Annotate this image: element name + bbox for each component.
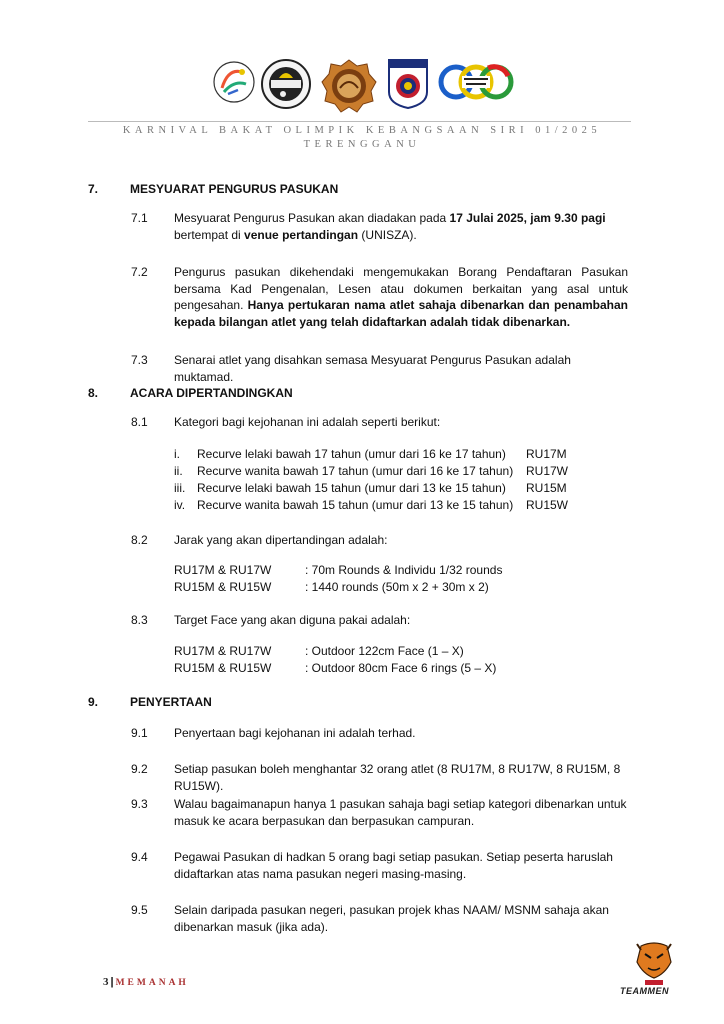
malaysia-archery-logo [387,58,429,110]
category-code: RU15W [526,498,569,512]
item-text: Selain daripada pasukan negeri, pasukan projek khas NAAM/ MSNM sahaja akan dibenarkan masuk (jika ada). [174,903,609,934]
item-number: 7.1 [131,211,148,225]
terengganu-sports-logo [212,58,256,106]
item-number: 9.4 [131,850,148,864]
item-number: 9.2 [131,762,148,776]
category-code: RU17M [526,447,567,461]
distance-category: RU15M & RU15W [174,580,272,594]
category-roman: iv. [174,498,186,512]
page-footer [103,975,189,990]
section-title: MESYUARAT PENGURUS PASUKAN [130,182,339,196]
item-number: 9.3 [131,797,148,811]
item-number: 9.1 [131,726,148,740]
section-title: PENYERTAAN [130,695,212,709]
item-text: Mesyuarat Pengurus Pasukan akan diadakan pada 17 Julai 2025, jam 9.30 pagi bertempat di venue pertandingan (UNISZA). [174,211,606,242]
item-number: 9.5 [131,903,148,917]
target-face-category: RU17M & RU17W [174,644,272,658]
item-number: 8.2 [131,533,148,547]
item-number: 7.3 [131,353,148,367]
item-text: Jarak yang akan dipertandingan adalah: [174,533,388,547]
distance-category: RU17M & RU17W [174,563,272,577]
section-number: 8. [88,386,99,400]
page-number: 3 [103,976,109,988]
footer-department: MEMANAH [115,978,189,988]
majlis-sukan-negara-logo [320,58,378,114]
event-title [0,124,724,152]
distance-value: : 1440 rounds (50m x 2 + 30m x 2) [305,580,489,594]
item-text: Kategori bagi kejohanan ini adalah seperti berikut: [174,415,441,429]
item-text: Target Face yang akan diguna pakai adalah: [174,613,411,627]
section-number: 9. [88,695,99,709]
category-roman: ii. [174,464,183,478]
event-title-line2: TERENGGANU [303,139,421,150]
category-text: Recurve wanita bawah 17 tahun (umur dari 16 ke 17 tahun) [197,464,514,478]
target-face-value: : Outdoor 122cm Face (1 – X) [305,644,464,658]
section-number: 7. [88,182,99,196]
section-title: ACARA DIPERTANDINGKAN [130,386,293,400]
category-text: Recurve lelaki bawah 15 tahun (umur dari 13 ke 15 tahun) [197,481,506,495]
category-roman: iii. [174,481,186,495]
terengganu-crest-logo [259,58,313,110]
category-code: RU15M [526,481,567,495]
item-text: Senarai atlet yang disahkan semasa Mesyuarat Pengurus Pasukan adalah muktamad. [174,353,571,384]
item-text: Pengurus pasukan dikehendaki mengemukakan Borang Pendaftaran Pasukan bersama Kad Pengenalan, Lesen atau dokumen berkaitan yang asal untuk pengesahan. Hanya pertukaran nama atlet sahaja dibenarkan dan penambahan kepada bilangan atlet yang telah didaftarkan adalah tidak dibenarkan. [174,265,628,329]
category-text: Recurve wanita bawah 15 tahun (umur dari 13 ke 15 tahun) [197,498,514,512]
item-text: Pegawai Pasukan di hadkan 5 orang bagi setiap pasukan. Setiap peserta haruslah didaftarkan atas nama pasukan negeri masing-masing. [174,850,613,881]
distance-value: : 70m Rounds & Individu 1/32 rounds [305,563,503,577]
item-number: 8.3 [131,613,148,627]
event-title-line1: KARNIVAL BAKAT OLIMPIK KEBANGSAAN SIRI 01/2025 [122,125,602,136]
target-face-category: RU15M & RU15W [174,661,272,675]
category-code: RU17W [526,464,569,478]
target-face-value: : Outdoor 80cm Face 6 rings (5 – X) [305,661,497,675]
team-logo-label: TEAMMEN [620,986,669,996]
category-roman: i. [174,447,180,461]
program-pembangunan-sukan-olimpik-logo [438,58,514,106]
item-text: Walau bagaimanapun hanya 1 pasukan sahaja bagi setiap kategori dibenarkan untuk masuk ke acara berpasukan dan berpasukan campuran. [174,797,627,828]
header-rule [88,121,631,122]
item-number: 7.2 [131,265,148,279]
item-text: Setiap pasukan boleh menghantar 32 orang atlet (8 RU17M, 8 RU17W, 8 RU15M, 8 RU15W). [174,762,621,793]
header-logos [0,58,724,118]
category-text: Recurve lelaki bawah 17 tahun (umur dari 16 ke 17 tahun) [197,447,506,461]
footer-separator: | [110,976,114,988]
item-text: Penyertaan bagi kejohanan ini adalah terhad. [174,726,416,740]
item-number: 8.1 [131,415,148,429]
